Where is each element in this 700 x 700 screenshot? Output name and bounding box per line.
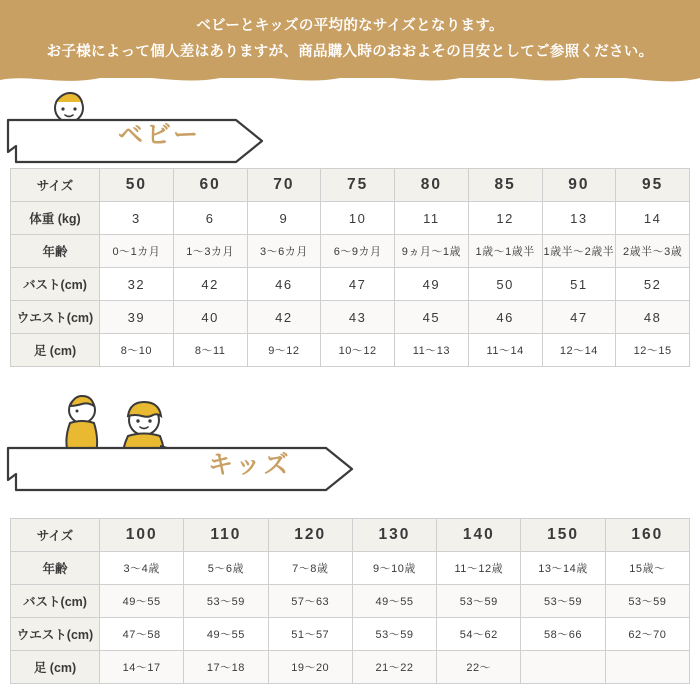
foot-3: 9〜12: [247, 334, 321, 367]
kids-waist-2: 49〜55: [184, 618, 268, 651]
table-row: [11, 651, 690, 684]
table-row: [11, 268, 690, 301]
kids-banner: [0, 390, 700, 479]
kids-foot-5: 22〜: [437, 651, 521, 684]
foot-5: 11〜13: [395, 334, 469, 367]
foot-4: 10〜12: [321, 334, 395, 367]
weight-7: 13: [542, 202, 616, 235]
size-col-4: 75: [321, 169, 395, 202]
size-col-1: 50: [100, 169, 174, 202]
kids-foot-4: 21〜22: [352, 651, 436, 684]
kids-size-table: [10, 518, 690, 684]
size-col-2: 60: [173, 169, 247, 202]
bust-4: 47: [321, 268, 395, 301]
kids-size-col-7: 160: [605, 519, 689, 552]
waist-3: 42: [247, 301, 321, 334]
waist-2: 40: [173, 301, 247, 334]
age-3: 3〜6カ月: [247, 235, 321, 268]
kids-row-header-size: サイズ: [11, 519, 100, 552]
age-2: 1〜3カ月: [173, 235, 247, 268]
bust-3: 46: [247, 268, 321, 301]
baby-ribbon-label: ベビー: [118, 121, 202, 149]
kids-size-col-5: 140: [437, 519, 521, 552]
waist-7: 47: [542, 301, 616, 334]
kids-age-2: 5〜6歳: [184, 552, 268, 585]
table-row: [11, 169, 690, 202]
kids-bust-2: 53〜59: [184, 585, 268, 618]
weight-3: 9: [247, 202, 321, 235]
kids-row-header-waist: ウエスト(cm): [11, 618, 100, 651]
waist-6: 46: [468, 301, 542, 334]
foot-2: 8〜11: [173, 334, 247, 367]
table-row: [11, 301, 690, 334]
kids-row-header-bust: バスト(cm): [11, 585, 100, 618]
age-1: 0〜1カ月: [100, 235, 174, 268]
kids-size-col-1: 100: [100, 519, 184, 552]
kids-waist-5: 54〜62: [437, 618, 521, 651]
baby-banner: [0, 90, 700, 168]
kids-foot-2: 17〜18: [184, 651, 268, 684]
table-row: [11, 585, 690, 618]
bust-5: 49: [395, 268, 469, 301]
waist-8: 48: [616, 301, 690, 334]
kids-waist-7: 62〜70: [605, 618, 689, 651]
kids-size-col-2: 110: [184, 519, 268, 552]
kids-size-col-4: 130: [352, 519, 436, 552]
weight-2: 6: [173, 202, 247, 235]
weight-1: 3: [100, 202, 174, 235]
row-header-age: 年齢: [11, 235, 100, 268]
table-row: [11, 519, 690, 552]
size-col-8: 95: [616, 169, 690, 202]
age-4: 6〜9カ月: [321, 235, 395, 268]
bust-2: 42: [173, 268, 247, 301]
kids-waist-6: 58〜66: [521, 618, 605, 651]
page-header: [0, 0, 700, 78]
kids-foot-7: [605, 651, 689, 684]
table-row: [11, 334, 690, 367]
age-8: 2歳半〜3歳: [616, 235, 690, 268]
kids-bust-5: 53〜59: [437, 585, 521, 618]
kids-bust-3: 57〜63: [268, 585, 352, 618]
kids-foot-1: 14〜17: [100, 651, 184, 684]
waist-4: 43: [321, 301, 395, 334]
kids-age-7: 15歳〜: [605, 552, 689, 585]
row-header-weight: 体重 (kg): [11, 202, 100, 235]
baby-size-table: [10, 168, 690, 367]
table-row: [11, 618, 690, 651]
row-header-bust: バスト(cm): [11, 268, 100, 301]
kids-bust-4: 49〜55: [352, 585, 436, 618]
kids-age-5: 11〜12歳: [437, 552, 521, 585]
header-line-2: お子様によって個人差はありますが、商品購入時のおおよその目安としてご参照ください。: [46, 44, 654, 60]
waist-1: 39: [100, 301, 174, 334]
kids-age-3: 7〜8歳: [268, 552, 352, 585]
age-5: 9ヵ月〜1歳: [395, 235, 469, 268]
row-header-waist: ウエスト(cm): [11, 301, 100, 334]
foot-1: 8〜10: [100, 334, 174, 367]
kids-ribbon-label: キッズ: [208, 451, 292, 479]
age-7: 1歳半〜2歳半: [542, 235, 616, 268]
bust-1: 32: [100, 268, 174, 301]
kids-bust-6: 53〜59: [521, 585, 605, 618]
kids-ribbon-graphic: [0, 390, 700, 500]
kids-waist-3: 51〜57: [268, 618, 352, 651]
row-header-size: サイズ: [11, 169, 100, 202]
kids-size-col-6: 150: [521, 519, 605, 552]
kids-row-header-foot: 足 (cm): [11, 651, 100, 684]
bust-8: 52: [616, 268, 690, 301]
table-row: [11, 235, 690, 268]
baby-ribbon-graphic: [0, 90, 700, 168]
kids-foot-3: 19〜20: [268, 651, 352, 684]
kids-age-4: 9〜10歳: [352, 552, 436, 585]
kids-bust-1: 49〜55: [100, 585, 184, 618]
foot-6: 11〜14: [468, 334, 542, 367]
weight-6: 12: [468, 202, 542, 235]
header-line-1: ベビーとキッズの平均的なサイズとなります。: [196, 17, 504, 34]
size-col-6: 85: [468, 169, 542, 202]
age-6: 1歳〜1歳半: [468, 235, 542, 268]
weight-8: 14: [616, 202, 690, 235]
size-col-3: 70: [247, 169, 321, 202]
table-row: [11, 552, 690, 585]
bust-7: 51: [542, 268, 616, 301]
row-header-foot: 足 (cm): [11, 334, 100, 367]
table-row: [11, 202, 690, 235]
size-col-5: 80: [395, 169, 469, 202]
kids-bust-7: 53〜59: [605, 585, 689, 618]
kids-waist-4: 53〜59: [352, 618, 436, 651]
kids-size-col-3: 120: [268, 519, 352, 552]
kids-age-6: 13〜14歳: [521, 552, 605, 585]
kids-foot-6: [521, 651, 605, 684]
header-wave-divider: [0, 72, 700, 88]
kids-row-header-age: 年齢: [11, 552, 100, 585]
waist-5: 45: [395, 301, 469, 334]
foot-8: 12〜15: [616, 334, 690, 367]
foot-7: 12〜14: [542, 334, 616, 367]
weight-4: 10: [321, 202, 395, 235]
weight-5: 11: [395, 202, 469, 235]
kids-waist-1: 47〜58: [100, 618, 184, 651]
size-col-7: 90: [542, 169, 616, 202]
kids-age-1: 3〜4歳: [100, 552, 184, 585]
bust-6: 50: [468, 268, 542, 301]
